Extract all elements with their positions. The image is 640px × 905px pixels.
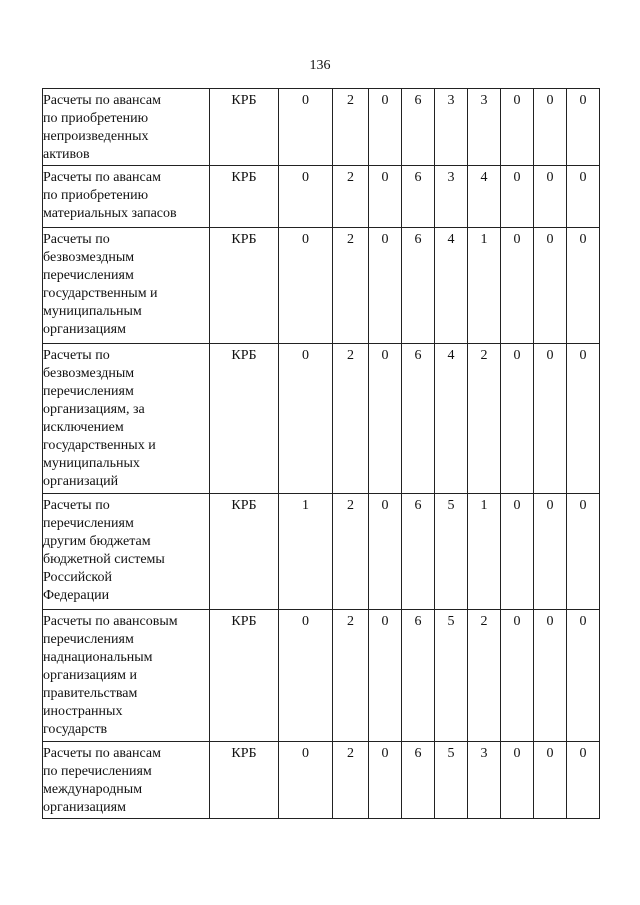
account-name-cell [43, 89, 210, 166]
digit-cell: 4 [435, 344, 468, 494]
digit-cell: 0 [501, 228, 534, 344]
digit-cell: 0 [279, 89, 333, 166]
account-name-line: организациям, за [43, 402, 145, 417]
account-name-line: организациям и [43, 668, 137, 683]
account-name-line: наднациональным [43, 650, 153, 665]
digit-cell: 2 [333, 742, 369, 819]
digit-cell: 5 [435, 742, 468, 819]
account-name-line: Федерации [43, 588, 110, 603]
digit-cell: 2 [333, 494, 369, 610]
account-name-line: бюджетной системы [43, 552, 165, 567]
digit-cell: 0 [369, 166, 402, 228]
digit-cell: 0 [501, 89, 534, 166]
digit-cell: 2 [333, 344, 369, 494]
digit-cell: 2 [333, 89, 369, 166]
code-cell: КРБ [210, 610, 279, 742]
account-name-line: организациям [43, 800, 126, 815]
account-name-line: правительствам [43, 686, 138, 701]
digit-cell: 3 [468, 742, 501, 819]
digit-cell: 0 [369, 742, 402, 819]
digit-cell: 0 [534, 494, 567, 610]
account-name-line: иностранных [43, 704, 123, 719]
table-row [43, 610, 600, 742]
digit-cell: 0 [501, 344, 534, 494]
digit-cell: 0 [279, 610, 333, 742]
digit-cell: 0 [567, 344, 600, 494]
table-row [43, 742, 600, 819]
digit-cell: 6 [402, 742, 435, 819]
digit-cell: 3 [435, 166, 468, 228]
account-name-line: государственных и [43, 438, 156, 453]
digit-cell: 0 [501, 166, 534, 228]
digit-cell: 1 [279, 494, 333, 610]
account-name-line: по перечислениям [43, 764, 152, 779]
digit-cell: 5 [435, 610, 468, 742]
account-name-line: безвозмездным [43, 250, 135, 265]
digit-cell: 0 [567, 742, 600, 819]
table-row [43, 166, 600, 228]
account-name-line: материальных запасов [43, 206, 177, 221]
table-row [43, 494, 600, 610]
digit-cell: 2 [333, 610, 369, 742]
digit-cell: 0 [501, 742, 534, 819]
digit-cell: 2 [468, 610, 501, 742]
digit-cell: 0 [534, 166, 567, 228]
account-name-cell [43, 166, 210, 228]
account-name-line: по приобретению [43, 188, 149, 203]
digit-cell: 6 [402, 166, 435, 228]
digit-cell: 6 [402, 494, 435, 610]
digit-cell: 6 [402, 344, 435, 494]
digit-cell: 0 [369, 344, 402, 494]
digit-cell: 0 [369, 89, 402, 166]
account-name-line: муниципальных [43, 456, 140, 471]
account-name-line: Расчеты по [43, 232, 110, 247]
account-name-line: другим бюджетам [43, 534, 151, 549]
digit-cell: 0 [534, 344, 567, 494]
digit-cell: 3 [468, 89, 501, 166]
account-name-line: государств [43, 722, 108, 737]
account-name-line: организациям [43, 322, 126, 337]
account-name-line: безвозмездным [43, 366, 135, 381]
digit-cell: 1 [468, 494, 501, 610]
account-name-cell [43, 610, 210, 742]
digit-cell: 0 [501, 610, 534, 742]
digit-cell: 0 [369, 610, 402, 742]
digit-cell: 0 [567, 610, 600, 742]
account-name-cell [43, 228, 210, 344]
account-name-line: государственным и [43, 286, 158, 301]
digit-cell: 0 [534, 742, 567, 819]
account-name-line: перечислениям [43, 268, 134, 283]
account-name-line: Расчеты по авансам [43, 746, 162, 761]
account-name-cell [43, 494, 210, 610]
account-name-line: перечислениям [43, 384, 134, 399]
digit-cell: 0 [534, 228, 567, 344]
digit-cell: 0 [501, 494, 534, 610]
digit-cell: 6 [402, 89, 435, 166]
digit-cell: 6 [402, 610, 435, 742]
digit-cell: 0 [279, 228, 333, 344]
account-name-line: Расчеты по [43, 498, 110, 513]
digit-cell: 0 [567, 89, 600, 166]
account-name-line: Расчеты по [43, 348, 110, 363]
account-name-line: перечислениям [43, 516, 134, 531]
digit-cell: 3 [435, 89, 468, 166]
digit-cell: 0 [369, 228, 402, 344]
account-name-cell [43, 742, 210, 819]
digit-cell: 1 [468, 228, 501, 344]
digit-cell: 0 [567, 494, 600, 610]
account-name-line: международным [43, 782, 143, 797]
code-cell: КРБ [210, 228, 279, 344]
code-cell: КРБ [210, 166, 279, 228]
digit-cell: 0 [279, 742, 333, 819]
code-cell: КРБ [210, 344, 279, 494]
table-row [43, 344, 600, 494]
digit-cell: 2 [333, 228, 369, 344]
account-name-line: непроизведенных [43, 129, 149, 144]
digit-cell: 0 [279, 166, 333, 228]
table-body [43, 89, 600, 819]
page-number: 136 [309, 58, 331, 73]
digit-cell: 0 [534, 89, 567, 166]
account-name-cell [43, 344, 210, 494]
digit-cell: 5 [435, 494, 468, 610]
account-name-line: исключением [43, 420, 124, 435]
account-name-line: Российской [43, 570, 112, 585]
digit-cell: 0 [279, 344, 333, 494]
account-table [42, 88, 600, 819]
account-name-line: организаций [43, 474, 119, 489]
account-name-line: перечислениям [43, 632, 134, 647]
digit-cell: 0 [567, 228, 600, 344]
digit-cell: 0 [567, 166, 600, 228]
account-name-line: Расчеты по авансовым [43, 614, 178, 629]
account-name-line: активов [43, 147, 90, 162]
digit-cell: 2 [333, 166, 369, 228]
account-name-line: Расчеты по авансам [43, 170, 162, 185]
digit-cell: 4 [468, 166, 501, 228]
digit-cell: 0 [369, 494, 402, 610]
code-cell: КРБ [210, 494, 279, 610]
digit-cell: 0 [534, 610, 567, 742]
account-name-line: по приобретению [43, 111, 149, 126]
code-cell: КРБ [210, 742, 279, 819]
account-name-line: муниципальным [43, 304, 142, 319]
digit-cell: 6 [402, 228, 435, 344]
digit-cell: 2 [468, 344, 501, 494]
code-cell: КРБ [210, 89, 279, 166]
table-row [43, 228, 600, 344]
digit-cell: 4 [435, 228, 468, 344]
account-name-line: Расчеты по авансам [43, 93, 162, 108]
table-row [43, 89, 600, 166]
